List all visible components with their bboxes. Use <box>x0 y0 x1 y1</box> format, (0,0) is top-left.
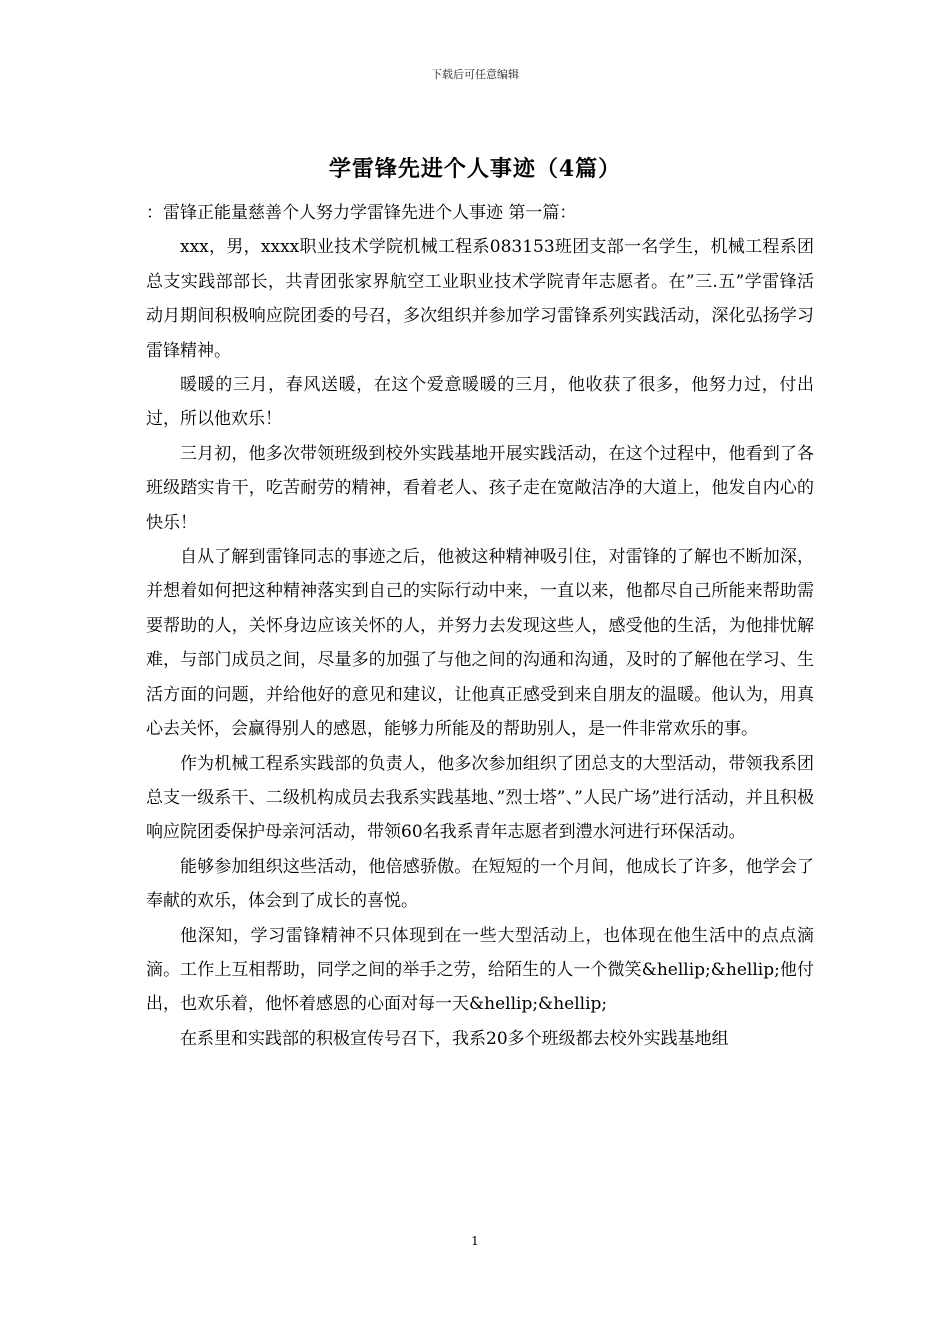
paragraph-3: 三月初，他多次带领班级到校外实践基地开展实践活动，在这个过程中，他看到了各班级踏实肯干，吃苦耐劳的精神，看着老人、孩子走在宽敞洁净的大道上，他发自内心的快乐！ <box>146 443 814 533</box>
document-title: 学雷锋先进个人事迹（4篇） <box>328 156 622 182</box>
paragraph-6: 能够参加组织这些活动，他倍感骄傲。在短短的一个月间，他成长了许多，他学会了奉献的欢乐，体会到了成长的喜悦。 <box>146 856 814 912</box>
document-body <box>146 196 814 1056</box>
paragraph-8: 在系里和实践部的积极宣传号召下，我系20多个班级都去校外实践基地组 <box>180 1028 729 1049</box>
intro-line: ：雷锋正能量慈善个人努力学雷锋先进个人事迹 第一篇： <box>146 203 577 223</box>
paragraph-1: xxx，男，xxxx职业技术学院机械工程系083153班团支部一名学生，机械工程系团总支实践部部长，共青团张家界航空工业职业技术学院青年志愿者。在”三.五”学雷锋活动月期间积极响应院团委的号召，多次组织并参加学习雷锋系列实践活动，深化弘扬学习雷锋精神。 <box>146 237 814 361</box>
paragraph-7: 他深知，学习雷锋精神不只体现到在一些大型活动上，也体现在他生活中的点点滴滴。工作上互相帮助，同学之间的举手之劳，给陌生的人一个微笑&hellip;&hellip;他付出，也欢乐着，他怀着感恩的心面对每一天&hellip;&hellip; <box>146 925 814 1015</box>
paragraph-4: 自从了解到雷锋同志的事迹之后，他被这种精神吸引住，对雷锋的了解也不断加深，并想着如何把这种精神落实到自己的实际行动中来，一直以来，他都尽自己所能来帮助需要帮助的人，关怀身边应该关怀的人，并努力去发现这些人，感受他的生活，为他排忧解难，与部门成员之间，尽量多的加强了与他之间的沟通和沟通，及时的了解他在学习、生活方面的问题，并给他好的意见和建议，让他真正感受到来自朋友的温暖。他认为，用真心去关怀，会赢得别人的感恩，能够力所能及的帮助别人，是一件非常欢乐的事。 <box>146 547 814 740</box>
paragraph-5: 作为机械工程系实践部的负责人，他多次参加组织了团总支的大型活动，带领我系团总支一级系干、二级机构成员去我系实践基地、”烈士塔”、”人民广场”进行活动，并且积极响应院团委保护母亲河活动，带领60名我系青年志愿者到澧水河进行环保活动。 <box>146 753 814 843</box>
page-number: 1 <box>471 1234 479 1248</box>
header-note: 下载后可任意编辑 <box>431 68 519 81</box>
paragraph-2: 暖暖的三月，春风送暖，在这个爱意暖暖的三月，他收获了很多，他努力过，付出过，所以他欢乐！ <box>146 375 814 430</box>
